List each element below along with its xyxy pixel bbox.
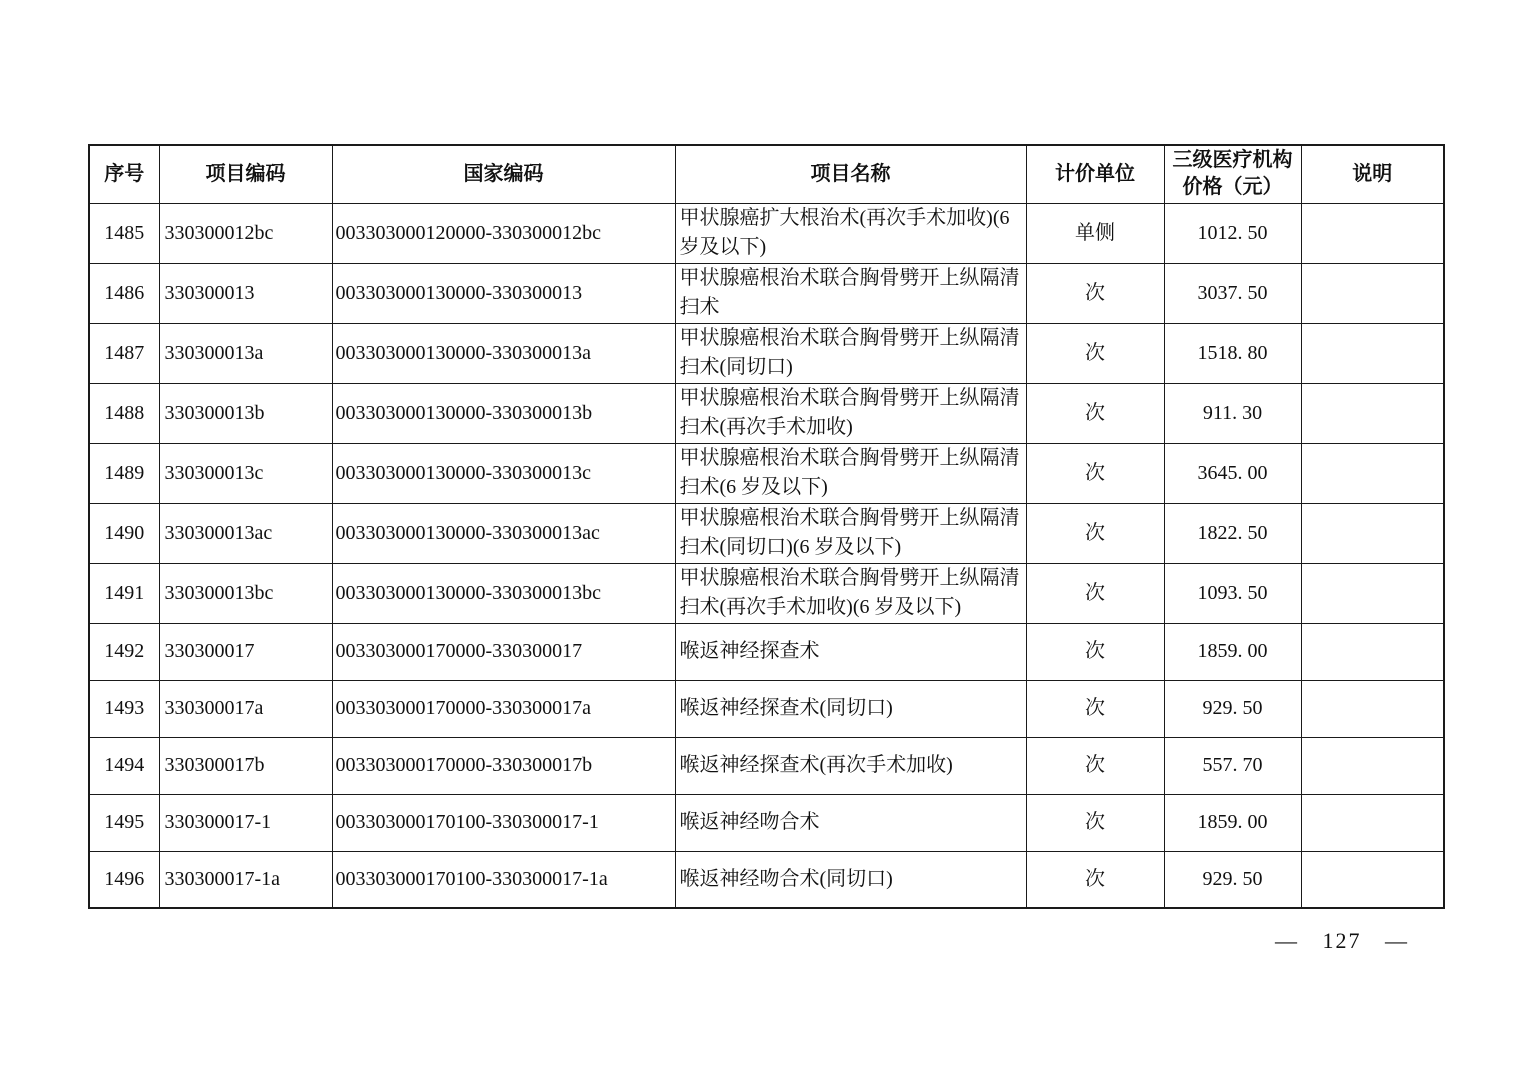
cell-item-code: 330300017-1: [159, 794, 332, 851]
cell-item-name: 喉返神经探查术(同切口): [675, 680, 1026, 737]
cell-item-name: 喉返神经探查术: [675, 623, 1026, 680]
cell-item-name: 甲状腺癌扩大根治术(再次手术加收)(6 岁及以下): [675, 203, 1026, 263]
table-row: [89, 383, 1444, 443]
cell-item-code: 330300013bc: [159, 563, 332, 623]
cell-serial-number: 1490: [89, 503, 159, 563]
table-row: [89, 737, 1444, 794]
cell-pricing-unit: 次: [1026, 851, 1164, 908]
cell-item-name: 甲状腺癌根治术联合胸骨劈开上纵隔清扫术(再次手术加收): [675, 383, 1026, 443]
table-row: [89, 503, 1444, 563]
cell-national-code: 003303000130000-330300013ac: [332, 503, 675, 563]
cell-pricing-unit: 次: [1026, 263, 1164, 323]
cell-price: 929. 50: [1164, 680, 1301, 737]
cell-serial-number: 1486: [89, 263, 159, 323]
header-item-name: 项目名称: [675, 145, 1026, 203]
cell-price: 911. 30: [1164, 383, 1301, 443]
cell-pricing-unit: 次: [1026, 503, 1164, 563]
header-item-code: 项目编码: [159, 145, 332, 203]
cell-serial-number: 1493: [89, 680, 159, 737]
cell-item-name: 喉返神经吻合术(同切口): [675, 851, 1026, 908]
cell-note: [1301, 623, 1444, 680]
cell-price: 1859. 00: [1164, 794, 1301, 851]
header-tier3-price-line1: 三级医疗机构: [1172, 149, 1293, 172]
cell-note: [1301, 563, 1444, 623]
cell-price: 557. 70: [1164, 737, 1301, 794]
cell-serial-number: 1488: [89, 383, 159, 443]
table-row: [89, 623, 1444, 680]
header-serial-number: 序号: [89, 145, 159, 203]
cell-pricing-unit: 次: [1026, 737, 1164, 794]
cell-national-code: 003303000130000-330300013b: [332, 383, 675, 443]
cell-price: 1822. 50: [1164, 503, 1301, 563]
cell-price: 1859. 00: [1164, 623, 1301, 680]
cell-serial-number: 1487: [89, 323, 159, 383]
cell-national-code: 003303000130000-330300013: [332, 263, 675, 323]
cell-pricing-unit: 次: [1026, 680, 1164, 737]
table-header-row: [89, 145, 1444, 203]
cell-price: 1518. 80: [1164, 323, 1301, 383]
header-pricing-unit: 计价单位: [1026, 145, 1164, 203]
cell-item-name: 甲状腺癌根治术联合胸骨劈开上纵隔清扫术(同切口)(6 岁及以下): [675, 503, 1026, 563]
table-row: [89, 203, 1444, 263]
cell-note: [1301, 851, 1444, 908]
cell-serial-number: 1485: [89, 203, 159, 263]
cell-item-name: 甲状腺癌根治术联合胸骨劈开上纵隔清扫术(再次手术加收)(6 岁及以下): [675, 563, 1026, 623]
cell-national-code: 003303000120000-330300012bc: [332, 203, 675, 263]
header-tier3-price-line2: 价格（元）: [1182, 176, 1283, 199]
cell-note: [1301, 263, 1444, 323]
cell-price: 3037. 50: [1164, 263, 1301, 323]
cell-pricing-unit: 次: [1026, 563, 1164, 623]
cell-serial-number: 1492: [89, 623, 159, 680]
cell-national-code: 003303000130000-330300013a: [332, 323, 675, 383]
cell-note: [1301, 503, 1444, 563]
cell-serial-number: 1489: [89, 443, 159, 503]
cell-national-code: 003303000170000-330300017b: [332, 737, 675, 794]
cell-pricing-unit: 次: [1026, 443, 1164, 503]
cell-national-code: 003303000130000-330300013c: [332, 443, 675, 503]
price-table: [88, 144, 1445, 909]
cell-pricing-unit: 单侧: [1026, 203, 1164, 263]
header-national-code: 国家编码: [332, 145, 675, 203]
cell-item-code: 330300017b: [159, 737, 332, 794]
cell-serial-number: 1491: [89, 563, 159, 623]
cell-item-code: 330300017: [159, 623, 332, 680]
cell-price: 3645. 00: [1164, 443, 1301, 503]
cell-note: [1301, 737, 1444, 794]
cell-item-code: 330300017-1a: [159, 851, 332, 908]
cell-serial-number: 1495: [89, 794, 159, 851]
table-row: [89, 323, 1444, 383]
table-row: [89, 443, 1444, 503]
cell-item-code: 330300013a: [159, 323, 332, 383]
page-number: — 127 —: [1275, 928, 1409, 953]
cell-price: 1093. 50: [1164, 563, 1301, 623]
header-tier3-price: [1164, 145, 1301, 203]
cell-note: [1301, 323, 1444, 383]
cell-note: [1301, 203, 1444, 263]
table-row: [89, 263, 1444, 323]
cell-item-name: 喉返神经探查术(再次手术加收): [675, 737, 1026, 794]
table-row: [89, 563, 1444, 623]
cell-item-code: 330300013c: [159, 443, 332, 503]
cell-national-code: 003303000170000-330300017a: [332, 680, 675, 737]
table-row: [89, 794, 1444, 851]
cell-item-code: 330300017a: [159, 680, 332, 737]
cell-item-name: 甲状腺癌根治术联合胸骨劈开上纵隔清扫术(6 岁及以下): [675, 443, 1026, 503]
table-row: [89, 851, 1444, 908]
cell-serial-number: 1494: [89, 737, 159, 794]
cell-item-code: 330300013b: [159, 383, 332, 443]
cell-national-code: 003303000170100-330300017-1: [332, 794, 675, 851]
cell-price: 929. 50: [1164, 851, 1301, 908]
cell-note: [1301, 383, 1444, 443]
cell-note: [1301, 443, 1444, 503]
cell-item-name: 喉返神经吻合术: [675, 794, 1026, 851]
cell-pricing-unit: 次: [1026, 383, 1164, 443]
cell-national-code: 003303000170000-330300017: [332, 623, 675, 680]
cell-pricing-unit: 次: [1026, 794, 1164, 851]
cell-item-code: 330300013: [159, 263, 332, 323]
cell-serial-number: 1496: [89, 851, 159, 908]
cell-item-code: 330300013ac: [159, 503, 332, 563]
header-note: 说明: [1301, 145, 1444, 203]
cell-pricing-unit: 次: [1026, 323, 1164, 383]
cell-national-code: 003303000170100-330300017-1a: [332, 851, 675, 908]
cell-pricing-unit: 次: [1026, 623, 1164, 680]
cell-note: [1301, 680, 1444, 737]
cell-item-name: 甲状腺癌根治术联合胸骨劈开上纵隔清扫术: [675, 263, 1026, 323]
cell-item-name: 甲状腺癌根治术联合胸骨劈开上纵隔清扫术(同切口): [675, 323, 1026, 383]
cell-price: 1012. 50: [1164, 203, 1301, 263]
cell-note: [1301, 794, 1444, 851]
cell-item-code: 330300012bc: [159, 203, 332, 263]
cell-national-code: 003303000130000-330300013bc: [332, 563, 675, 623]
table-row: [89, 680, 1444, 737]
